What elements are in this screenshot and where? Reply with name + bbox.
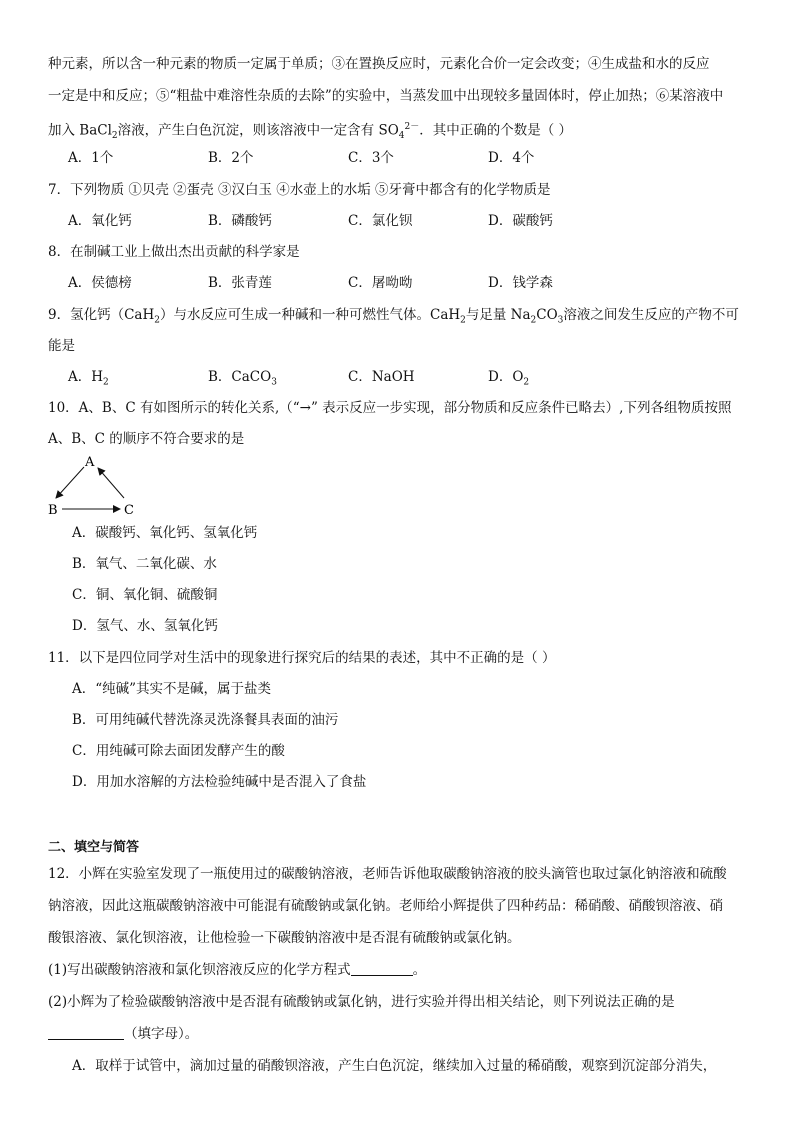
- q10-option-b[interactable]: B．氧气、二氧化碳、水: [72, 556, 217, 572]
- q11-option-a[interactable]: A．“纯碱”其实不是碱，属于盐类: [72, 681, 272, 697]
- q6-text: ．其中正确的个数是（ ）: [419, 122, 573, 139]
- q6-line-3: [48, 117, 572, 146]
- subscript: 2: [103, 377, 109, 388]
- q6-text: 加入 BaCl: [48, 122, 112, 139]
- option-d[interactable]: D．钱学森: [488, 275, 553, 291]
- q7-options: [68, 211, 628, 231]
- q11-stem: 11．以下是四位同学对生活中的现象进行探究后的结果的表述，其中不正确的是（ ）: [48, 650, 556, 666]
- arrow-c-to-a: [98, 468, 124, 498]
- option-d[interactable]: D．4个: [488, 150, 535, 166]
- q12-sub-1-text: (1)写出碳酸钠溶液和氯化钡溶液反应的化学方程式: [48, 962, 351, 978]
- q9-line-2: 能是: [48, 338, 75, 354]
- q7-stem: 7．下列物质 ①贝壳 ②蛋壳 ③汉白玉 ④水壶上的水垢 ⑤牙膏中都含有的化学物质是: [48, 182, 551, 198]
- arrow-a-to-b: [56, 467, 84, 498]
- option-a[interactable]: A．1个: [68, 150, 114, 166]
- node-a-label: A: [85, 455, 95, 470]
- option-c[interactable]: C．氯化钡: [348, 213, 413, 229]
- q6-options: [68, 148, 628, 168]
- answer-blank[interactable]: [48, 1025, 124, 1040]
- subscript: 2: [111, 131, 118, 142]
- subscript: 2: [154, 315, 160, 326]
- option-a[interactable]: [68, 367, 208, 393]
- option-b[interactable]: B．张青莲: [208, 275, 272, 291]
- q6-line-1: 种元素，所以含一种元素的物质一定属于单质；③在置换反应时，元素化合价一定会改变；④生成盐和水的反应: [48, 56, 710, 72]
- option-b[interactable]: [208, 367, 348, 393]
- q10-option-d[interactable]: D．氢气、水、氢氧化钙: [72, 618, 218, 634]
- q11-option-c[interactable]: C．用纯碱可除去面团发酵产生的酸: [72, 743, 285, 759]
- q12-sub-2-fill-text: （填字母）。: [124, 1026, 199, 1042]
- q9-text: 9．氢化钙（CaH: [48, 307, 155, 323]
- q12-sub-2: (2)小辉为了检验碳酸钠溶液中是否混有硫酸钠或氯化钠，进行实验并得出相关结论，则下列说法正确的是: [48, 994, 675, 1010]
- superscript: 2－: [404, 122, 420, 132]
- q12-option-a[interactable]: A．取样于试管中，滴加过量的硝酸钡溶液，产生白色沉淀，继续加入过量的稀硝酸，观察到沉淀部分消失，: [72, 1058, 717, 1074]
- q10-line-2: A、B、C 的顺序不符合要求的是: [48, 431, 245, 447]
- q10-line-1: 10．A、B、C 有如图所示的转化关系,（“→” 表示反应一步实现，部分物质和反应条件已略去）,下列各组物质按照: [48, 400, 732, 416]
- subscript: 2: [460, 315, 466, 326]
- q6-text: 溶液，产生白色沉淀，则该溶液中一定含有 SO: [117, 122, 399, 139]
- q12-line-1: 12．小辉在实验室发现了一瓶使用过的碳酸钠溶液，老师告诉他取碳酸钠溶液的胶头滴管也取过氯化钠溶液和硫酸: [48, 866, 727, 882]
- option-d-text: D．O: [488, 369, 524, 385]
- subscript: 3: [271, 377, 277, 388]
- option-a[interactable]: A．氧化钙: [68, 213, 132, 229]
- option-b[interactable]: B．磷酸钙: [208, 213, 272, 229]
- subscript: 2: [530, 315, 537, 326]
- q12-sub-2-fill: [48, 1024, 198, 1044]
- subscript: 3: [557, 315, 564, 326]
- option-c[interactable]: C．屠呦呦: [348, 275, 413, 291]
- q9-options: [68, 367, 628, 393]
- subscript: 4: [398, 131, 405, 142]
- q10-option-a[interactable]: A．碳酸钙、氧化钙、氢氧化钙: [72, 525, 258, 541]
- q9-text: ）与水反应可生成一种碱和一种可燃性气体。CaH: [159, 307, 461, 323]
- option-d[interactable]: D．碳酸钙: [488, 213, 553, 229]
- q12-sub-1-end: 。: [412, 962, 427, 978]
- q8-options: [68, 273, 628, 293]
- answer-blank[interactable]: [351, 961, 413, 976]
- node-b-label: B: [48, 503, 58, 518]
- abc-transformation-diagram: [44, 450, 144, 522]
- option-b-text: B．CaCO: [208, 369, 272, 385]
- option-d[interactable]: [488, 367, 628, 393]
- q6-line-2: 一定是中和反应；⑤“粗盐中难溶性杂质的去除”的实验中，当蒸发皿中出现较多量固体时，停止加热；⑥某溶液中: [48, 88, 724, 104]
- section-heading: 二、填空与简答: [48, 840, 140, 855]
- q10-option-c[interactable]: C．铜、氧化铜、硫酸铜: [72, 587, 218, 603]
- option-a[interactable]: A．侯德榜: [68, 275, 132, 291]
- subscript: 2: [523, 377, 530, 388]
- q9-text: CO: [536, 307, 558, 323]
- node-c-label: C: [124, 503, 134, 518]
- option-a-text: A．H: [68, 369, 104, 385]
- q9-text: 溶液之间发生反应的产物不可: [563, 307, 739, 323]
- option-c[interactable]: C．NaOH: [348, 369, 415, 385]
- q12-line-3: 酸银溶液、氯化钡溶液，让他检验一下碳酸钠溶液中是否混有硫酸钠或氯化钠。: [48, 930, 521, 946]
- q8-stem: 8．在制碱工业上做出杰出贡献的科学家是: [48, 244, 300, 260]
- q11-option-b[interactable]: B．可用纯碱代替洗涤灵洗涤餐具表面的油污: [72, 712, 339, 728]
- q9-line-1: [48, 305, 739, 331]
- q11-option-d[interactable]: D．用加水溶解的方法检验纯碱中是否混入了食盐: [72, 774, 367, 790]
- q9-text: 与足量 Na: [465, 307, 531, 323]
- option-b[interactable]: B．2个: [208, 150, 254, 166]
- option-c[interactable]: C．3个: [348, 150, 394, 166]
- q12-sub-1: [48, 960, 426, 980]
- q12-line-2: 钠溶液，因此这瓶碳酸钠溶液中可能混有硫酸钠或氯化钠。老师给小辉提供了四种药品：稀硝酸、硝酸钡溶液、硝: [48, 898, 723, 914]
